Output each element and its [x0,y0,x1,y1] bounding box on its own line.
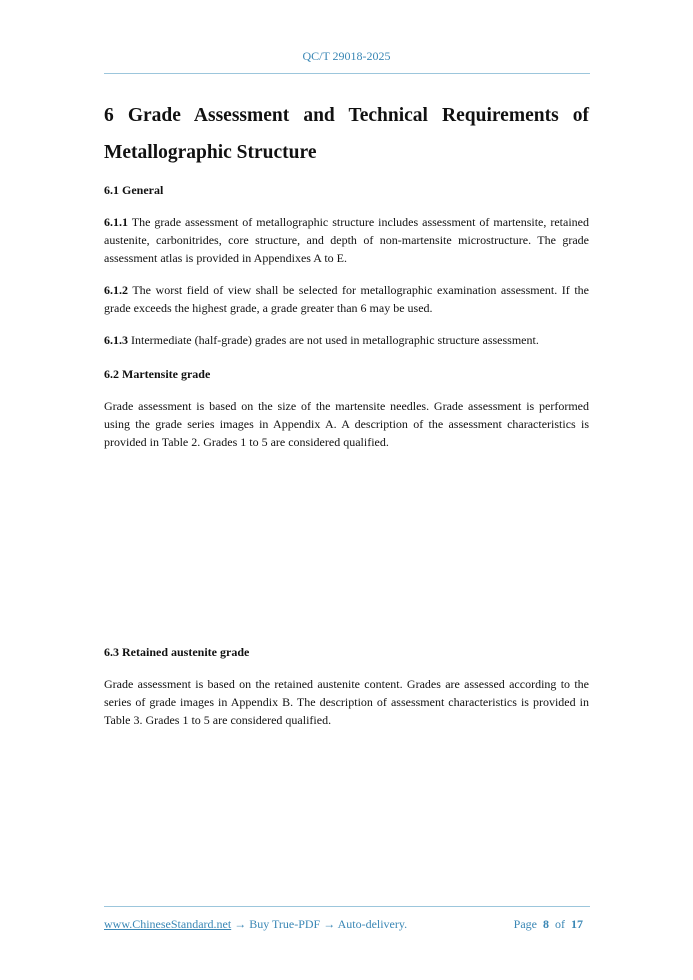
footer [104,917,589,932]
section-heading: 6 Grade Assessment and Technical Requirements of Metallographic Structure [104,105,589,163]
header-doc-id: QC/T 29018-2025 [302,49,391,63]
website-link[interactable]: www.ChineseStandard.net [104,917,232,931]
subsection-6-3-text: Grade assessment is based on the retained austenite content. Grades are assessed according to the series of grade images in Appendix B. The description of assessment characteristics is provided in Table 3. Grades 1 to 5 are considered qualified. [104,677,589,727]
subsection-6-2-title: 6.2 Martensite grade [104,367,211,381]
clause-text: Intermediate (half-grade) grades are not used in metallographic structure assessment. [128,333,539,347]
clause-6-1-2 [104,281,589,317]
page-indicator [514,917,589,932]
page-number: 8 [543,917,549,931]
footer-rule [104,906,590,907]
header-rule [104,73,590,74]
footer-left [104,917,407,932]
footer-promo: → Buy True-PDF → Auto-delivery. [231,917,408,931]
clause-number: 6.1.3 [104,333,128,347]
clause-6-1-3 [104,331,589,349]
clause-text: The grade assessment of metallographic structure includes assessment of martensite, retained austenite, carbonitrides, core structure, and depth of non-martensite microstructure. The grade assessment atlas is provided in Appendixes A to E. [104,215,589,265]
clause-6-1-1 [104,213,589,267]
of-label: of [555,917,565,931]
subsection-6-2-text: Grade assessment is based on the size of the martensite needles. Grade assessment is performed using the grade series images in Appendix A. A description of the assessment characteristics is provided in Table 2. Grades 1 to 5 are considered qualified. [104,399,589,449]
page-label: Page [513,917,537,931]
page-total: 17 [571,917,583,931]
clause-text: The worst field of view shall be selected for metallographic examination assessment. If the grade exceeds the highest grade, a grade greater than 6 may be used. [104,283,589,315]
clause-number: 6.1.2 [104,283,128,297]
clause-number: 6.1.1 [104,215,128,229]
subsection-6-3-title: 6.3 Retained austenite grade [104,645,250,659]
subsection-6-1-title: 6.1 General [104,183,164,197]
